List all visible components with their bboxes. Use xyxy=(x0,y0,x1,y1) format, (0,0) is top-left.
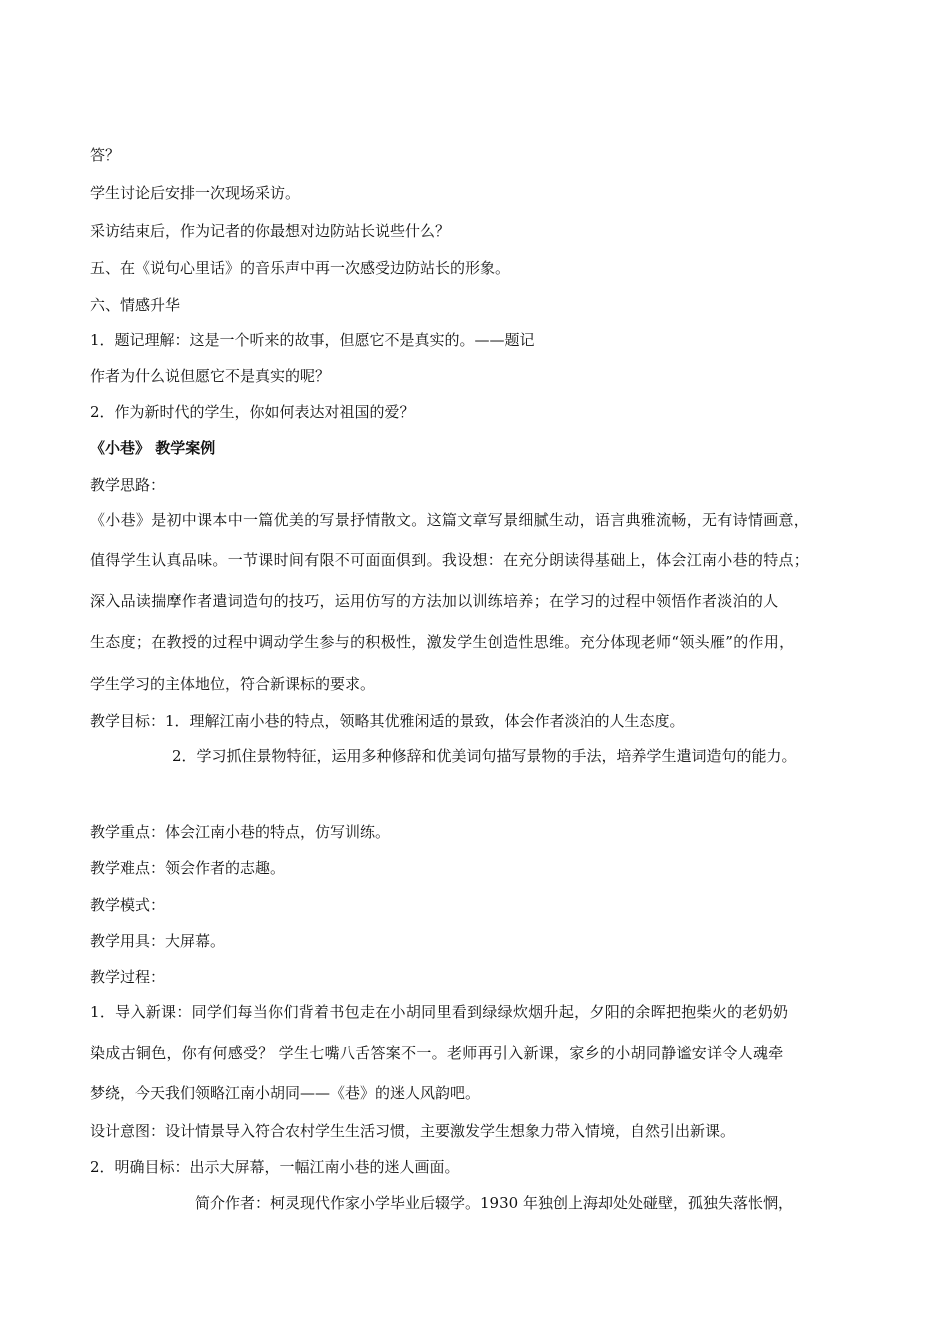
text-line: 设计意图：设计情景导入符合农村学生生活习惯，主要激发学生想象力带入情境，自然引出新课。 xyxy=(90,1122,736,1140)
text-line: 教学模式： xyxy=(90,896,166,914)
case-title: 《小巷》 教学案例 xyxy=(90,439,216,457)
text-line: 2．学习抓住景物特征，运用多种修辞和优美词句描写景物的手法，培养学生遣词造句的能力。 xyxy=(172,747,797,765)
text-line: 教学用具：大屏幕。 xyxy=(90,932,226,950)
text-line: 作者为什么说但愿它不是真实的呢？ xyxy=(90,367,331,385)
text-line: 答？ xyxy=(90,146,121,164)
text-line: 五、在《说句心里话》的音乐声中再一次感受边防站长的形象。 xyxy=(90,259,511,277)
paragraph-line: 染成古铜色，你有何感受？ 学生七嘴八舌答案不一。老师再引入新课，家乡的小胡同静谧安详令人魂牵 xyxy=(90,1044,784,1062)
paragraph-line: 深入品读揣摩作者遣词造句的技巧，运用仿写的方法加以训练培养；在学习的过程中领悟作者淡泊的人 xyxy=(90,592,779,610)
text-line: 教学过程： xyxy=(90,968,166,986)
text-line: 教学难点：领会作者的志趣。 xyxy=(90,859,286,877)
text-line: 教学重点：体会江南小巷的特点，仿写训练。 xyxy=(90,823,391,841)
paragraph-line: 1．导入新课：同学们每当你们背着书包走在小胡同里看到绿绿炊烟升起，夕阳的余晖把抱柴火的老奶奶 xyxy=(90,1003,789,1021)
paragraph-line: 学生学习的主体地位，符合新课标的要求。 xyxy=(90,675,376,693)
text-line: 教学目标：1．理解江南小巷的特点，领略其优雅闲适的景致，体会作者淡泊的人生态度。 xyxy=(90,712,685,730)
paragraph-line: 《小巷》是初中课本中一篇优美的写景抒情散文。这篇文章写景细腻生动，语言典雅流畅，无有诗情画意， xyxy=(90,511,810,529)
paragraph-line: 值得学生认真品味。一节课时间有限不可面面俱到。我设想：在充分朗读得基础上，体会江南小巷的特点； xyxy=(90,551,810,569)
text-line: 采访结束后，作为记者的你最想对边防站长说些什么？ xyxy=(90,222,451,240)
text-line: 2．明确目标：出示大屏幕，一幅江南小巷的迷人画面。 xyxy=(90,1158,460,1176)
text-line: 2．作为新时代的学生，你如何表达对祖国的爱？ xyxy=(90,403,415,421)
section-heading: 六、情感升华 xyxy=(90,296,181,314)
paragraph-line: 梦绕，今天我们领略江南小胡同——《巷》的迷人风韵吧。 xyxy=(90,1084,481,1102)
text-line: 简介作者：柯灵现代作家小学毕业后辍学。1930 年独创上海却处处碰壁，孤独失落怅惘， xyxy=(195,1194,793,1212)
text-line: 学生讨论后安排一次现场采访。 xyxy=(90,184,301,202)
text-line: 1．题记理解：这是一个听来的故事，但愿它不是真实的。——题记 xyxy=(90,331,535,349)
paragraph-line: 生态度；在教授的过程中调动学生参与的积极性，激发学生创造性思维。充分体现老师“领头雁”的作用， xyxy=(90,633,795,651)
text-line: 教学思路： xyxy=(90,476,166,494)
